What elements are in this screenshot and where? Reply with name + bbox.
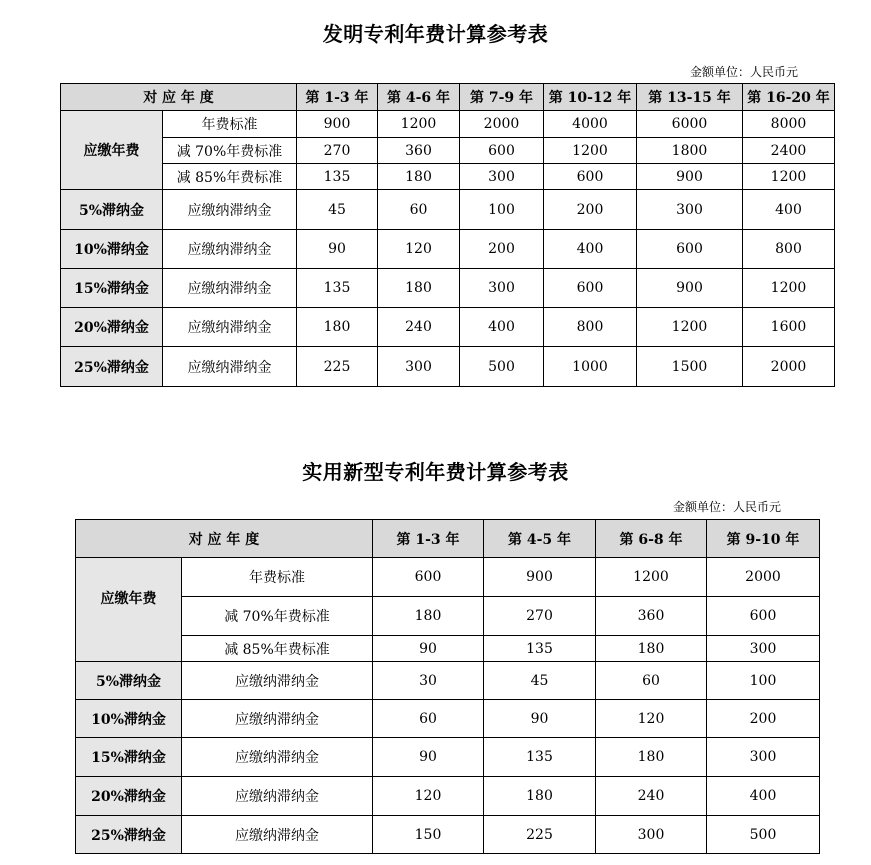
cell: 1200 bbox=[743, 164, 835, 190]
invention-year-header: 第 10-12 年 bbox=[544, 84, 637, 111]
cell: 900 bbox=[484, 558, 596, 597]
late-fee-rate: 20%滞纳金 bbox=[61, 308, 163, 347]
cell: 60 bbox=[373, 700, 484, 738]
cell: 1200 bbox=[544, 138, 637, 164]
row-label: 年费标准 bbox=[163, 111, 297, 138]
cell: 60 bbox=[378, 190, 460, 230]
cell: 1200 bbox=[378, 111, 460, 138]
row-label: 应缴纳滞纳金 bbox=[163, 269, 297, 308]
cell: 270 bbox=[297, 138, 378, 164]
cell: 600 bbox=[373, 558, 484, 597]
cell: 6000 bbox=[637, 111, 743, 138]
cell: 600 bbox=[460, 138, 544, 164]
cell: 600 bbox=[544, 269, 637, 308]
cell: 180 bbox=[378, 164, 460, 190]
invention-corner-header: 对 应 年 度 bbox=[61, 84, 297, 111]
utility-year-header: 第 1-3 年 bbox=[373, 520, 484, 558]
cell: 1200 bbox=[596, 558, 707, 597]
utility-fee-table bbox=[75, 519, 820, 854]
cell: 90 bbox=[373, 636, 484, 662]
cell: 1000 bbox=[544, 347, 637, 387]
cell: 300 bbox=[460, 164, 544, 190]
cell: 180 bbox=[484, 777, 596, 816]
cell: 135 bbox=[297, 164, 378, 190]
cell: 800 bbox=[743, 230, 835, 269]
row-label: 减 85%年费标准 bbox=[182, 636, 373, 662]
cell: 600 bbox=[637, 230, 743, 269]
utility-year-header: 第 6-8 年 bbox=[596, 520, 707, 558]
cell: 200 bbox=[707, 700, 820, 738]
cell: 500 bbox=[460, 347, 544, 387]
cell: 400 bbox=[544, 230, 637, 269]
cell: 400 bbox=[460, 308, 544, 347]
cell: 2400 bbox=[743, 138, 835, 164]
invention-year-header: 第 13-15 年 bbox=[637, 84, 743, 111]
cell: 300 bbox=[378, 347, 460, 387]
cell: 45 bbox=[484, 662, 596, 700]
row-label: 应缴纳滞纳金 bbox=[182, 700, 373, 738]
cell: 60 bbox=[596, 662, 707, 700]
late-fee-rate: 10%滞纳金 bbox=[61, 230, 163, 269]
cell: 1800 bbox=[637, 138, 743, 164]
late-fee-rate: 5%滞纳金 bbox=[61, 190, 163, 230]
row-label: 应缴纳滞纳金 bbox=[182, 662, 373, 700]
cell: 2000 bbox=[743, 347, 835, 387]
cell: 8000 bbox=[743, 111, 835, 138]
cell: 1600 bbox=[743, 308, 835, 347]
cell: 400 bbox=[707, 777, 820, 816]
cell: 100 bbox=[707, 662, 820, 700]
utility-corner-header: 对 应 年 度 bbox=[76, 520, 373, 558]
cell: 180 bbox=[297, 308, 378, 347]
cell: 360 bbox=[596, 597, 707, 636]
cell: 1200 bbox=[637, 308, 743, 347]
cell: 180 bbox=[596, 738, 707, 777]
cell: 180 bbox=[378, 269, 460, 308]
cell: 30 bbox=[373, 662, 484, 700]
cell: 90 bbox=[373, 738, 484, 777]
row-label: 年费标准 bbox=[182, 558, 373, 597]
invention-fee-table bbox=[60, 83, 835, 387]
cell: 270 bbox=[484, 597, 596, 636]
late-fee-rate: 15%滞纳金 bbox=[61, 269, 163, 308]
row-label: 减 85%年费标准 bbox=[163, 164, 297, 190]
invention-year-header: 第 7-9 年 bbox=[460, 84, 544, 111]
utility-unit-note: 金额单位：人民币元 bbox=[673, 500, 782, 514]
row-label: 应缴纳滞纳金 bbox=[163, 347, 297, 387]
utility-annual-fee-group: 应缴年费 bbox=[76, 558, 182, 662]
cell: 300 bbox=[637, 190, 743, 230]
cell: 120 bbox=[378, 230, 460, 269]
cell: 1500 bbox=[637, 347, 743, 387]
cell: 225 bbox=[484, 816, 596, 854]
cell: 4000 bbox=[544, 111, 637, 138]
row-label: 应缴纳滞纳金 bbox=[163, 190, 297, 230]
cell: 200 bbox=[544, 190, 637, 230]
row-label: 应缴纳滞纳金 bbox=[182, 816, 373, 854]
invention-unit-note: 金额单位：人民币元 bbox=[690, 65, 799, 79]
cell: 300 bbox=[460, 269, 544, 308]
invention-year-header: 第 16-20 年 bbox=[743, 84, 835, 111]
cell: 135 bbox=[297, 269, 378, 308]
cell: 180 bbox=[596, 636, 707, 662]
invention-annual-fee-group: 应缴年费 bbox=[61, 111, 163, 190]
cell: 900 bbox=[637, 269, 743, 308]
cell: 900 bbox=[297, 111, 378, 138]
late-fee-rate: 5%滞纳金 bbox=[76, 662, 182, 700]
utility-year-header: 第 9-10 年 bbox=[707, 520, 820, 558]
cell: 90 bbox=[297, 230, 378, 269]
cell: 120 bbox=[596, 700, 707, 738]
cell: 300 bbox=[596, 816, 707, 854]
utility-year-header: 第 4-5 年 bbox=[484, 520, 596, 558]
cell: 800 bbox=[544, 308, 637, 347]
row-label: 减 70%年费标准 bbox=[182, 597, 373, 636]
cell: 900 bbox=[637, 164, 743, 190]
cell: 2000 bbox=[707, 558, 820, 597]
cell: 135 bbox=[484, 636, 596, 662]
late-fee-rate: 10%滞纳金 bbox=[76, 700, 182, 738]
cell: 135 bbox=[484, 738, 596, 777]
row-label: 应缴纳滞纳金 bbox=[163, 308, 297, 347]
row-label: 应缴纳滞纳金 bbox=[182, 777, 373, 816]
cell: 100 bbox=[460, 190, 544, 230]
cell: 240 bbox=[596, 777, 707, 816]
row-label: 应缴纳滞纳金 bbox=[182, 738, 373, 777]
cell: 600 bbox=[707, 597, 820, 636]
cell: 600 bbox=[544, 164, 637, 190]
late-fee-rate: 25%滞纳金 bbox=[61, 347, 163, 387]
cell: 400 bbox=[743, 190, 835, 230]
cell: 45 bbox=[297, 190, 378, 230]
cell: 240 bbox=[378, 308, 460, 347]
cell: 90 bbox=[484, 700, 596, 738]
invention-year-header: 第 1-3 年 bbox=[297, 84, 378, 111]
invention-title: 发明专利年费计算参考表 bbox=[322, 22, 549, 46]
cell: 2000 bbox=[460, 111, 544, 138]
late-fee-rate: 15%滞纳金 bbox=[76, 738, 182, 777]
cell: 180 bbox=[373, 597, 484, 636]
cell: 150 bbox=[373, 816, 484, 854]
cell: 300 bbox=[707, 738, 820, 777]
late-fee-rate: 20%滞纳金 bbox=[76, 777, 182, 816]
cell: 120 bbox=[373, 777, 484, 816]
invention-year-header: 第 4-6 年 bbox=[378, 84, 460, 111]
cell: 500 bbox=[707, 816, 820, 854]
utility-title: 实用新型专利年费计算参考表 bbox=[302, 460, 569, 484]
cell: 300 bbox=[707, 636, 820, 662]
cell: 360 bbox=[378, 138, 460, 164]
row-label: 应缴纳滞纳金 bbox=[163, 230, 297, 269]
late-fee-rate: 25%滞纳金 bbox=[76, 816, 182, 854]
row-label: 减 70%年费标准 bbox=[163, 138, 297, 164]
cell: 200 bbox=[460, 230, 544, 269]
cell: 225 bbox=[297, 347, 378, 387]
cell: 1200 bbox=[743, 269, 835, 308]
